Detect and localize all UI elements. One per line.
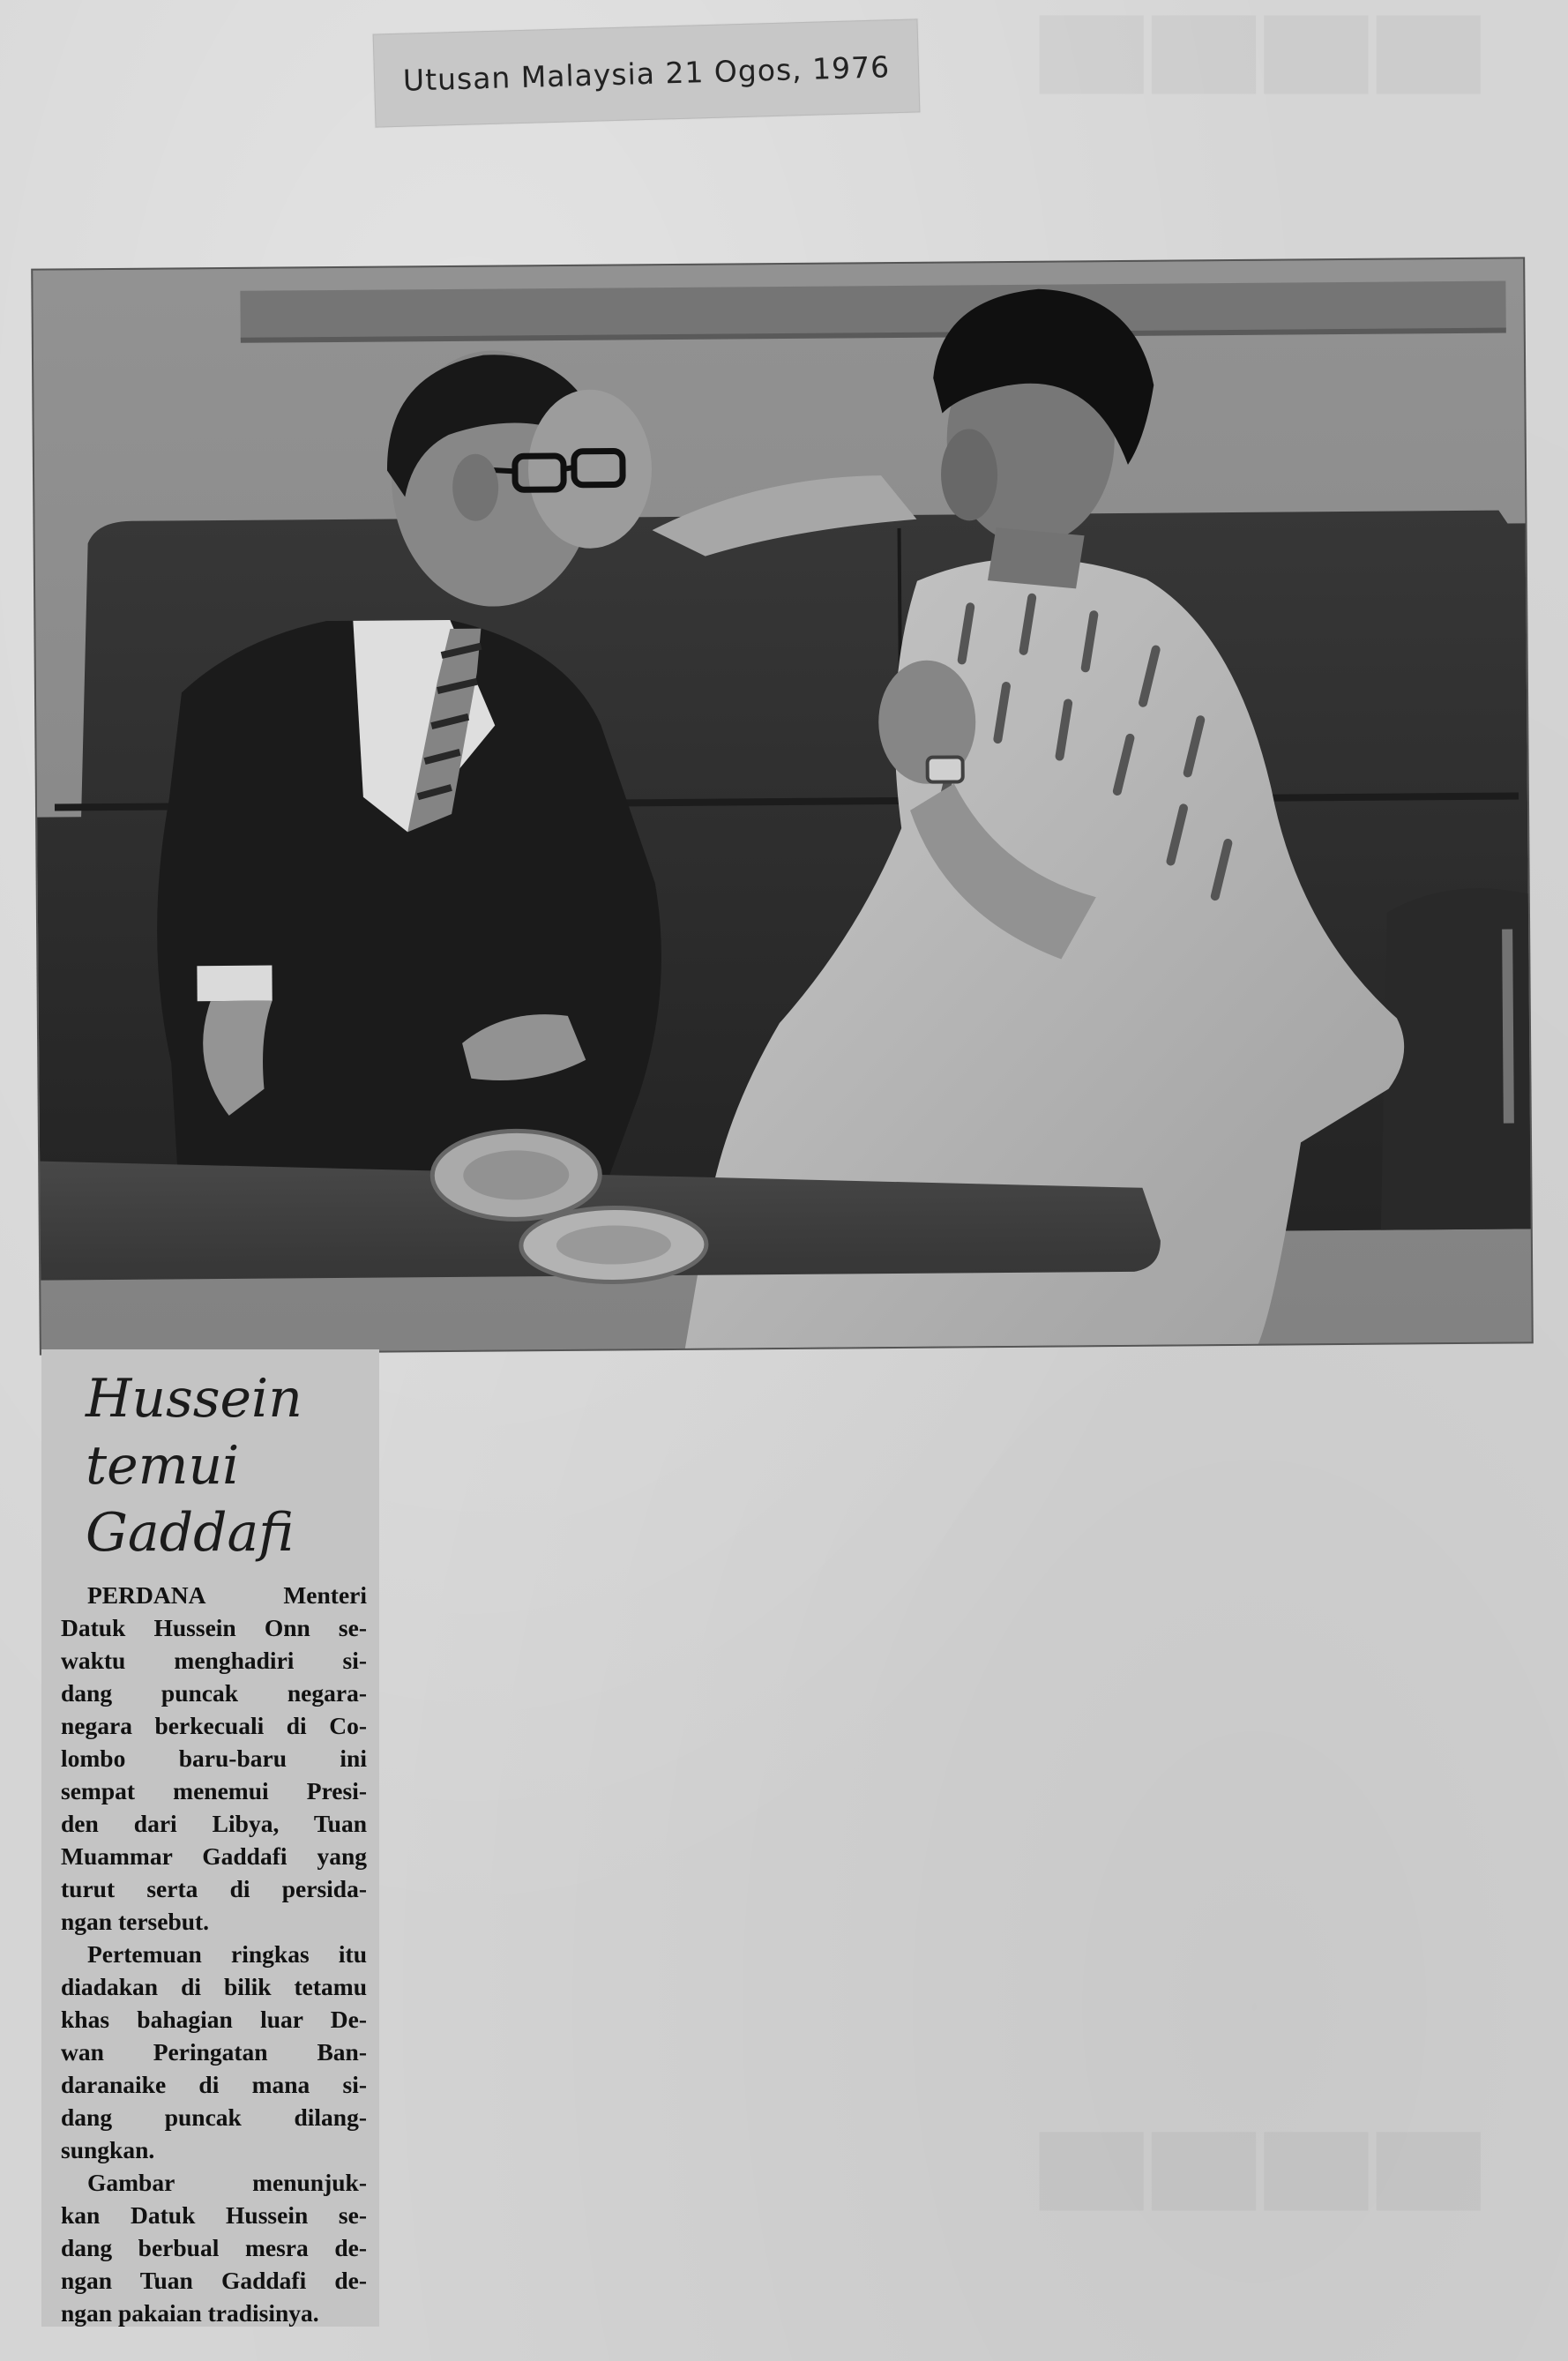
headline-line: Gaddafi [86,1502,295,1564]
article-line: kan Datuk Hussein se- [61,2201,367,2229]
bleed-through-shadow-bottom [1041,2134,1490,2288]
article-line: wan Peringatan Ban- [61,2038,367,2066]
article-line: ngan pakaian tradisinya. [61,2299,319,2327]
article-line: dang puncak dilang- [61,2103,367,2131]
article-line: dang puncak negara- [61,1679,367,1707]
date-label-strip [373,19,921,127]
headline-line: Hussein [86,1368,302,1430]
article-line: sungkan. [61,2136,155,2163]
article-line: ngan tersebut. [61,1908,210,1935]
article-paragraph [61,2166,367,2329]
article-line: Datuk Hussein Onn se- [61,1614,367,1641]
article-line: den dari Libya, Tuan [61,1810,367,1837]
article-line: khas bahagian luar De- [61,2006,367,2033]
news-photo [33,258,1532,1353]
article-line: turut serta di persida- [61,1875,367,1902]
article-line: waktu menghadiri si- [61,1647,367,1674]
article-line: ngan Tuan Gaddafi de- [61,2267,367,2294]
article-line: dang berbual mesra de- [61,2234,367,2261]
article-line: diadakan di bilik tetamu [61,1973,367,2000]
date-label: Utusan Malaysia 21 Ogos, 1976 [402,49,891,98]
article-column [41,1349,379,2327]
article-line: Pertemuan ringkas itu [87,1940,367,1968]
news-photo-illustration [33,258,1532,1353]
article-line: negara berkecuali di Co- [61,1712,367,1739]
bleed-through-shadow [1041,18,1490,171]
article-line: sempat menemui Presi- [61,1777,367,1804]
article-line: PERDANA Menteri [87,1581,367,1609]
article-body [61,1579,367,2329]
article-paragraph [61,1938,367,2166]
headline-line: temui [86,1435,240,1497]
article-line: Muammar Gaddafi yang [61,1842,367,1870]
article-line: Gambar menunjuk- [87,2169,367,2196]
article-line: lombo baru-baru ini [61,1745,367,1772]
headline [86,1365,367,1566]
article-line: daranaike di mana si- [61,2071,367,2098]
article-paragraph [61,1579,367,1938]
